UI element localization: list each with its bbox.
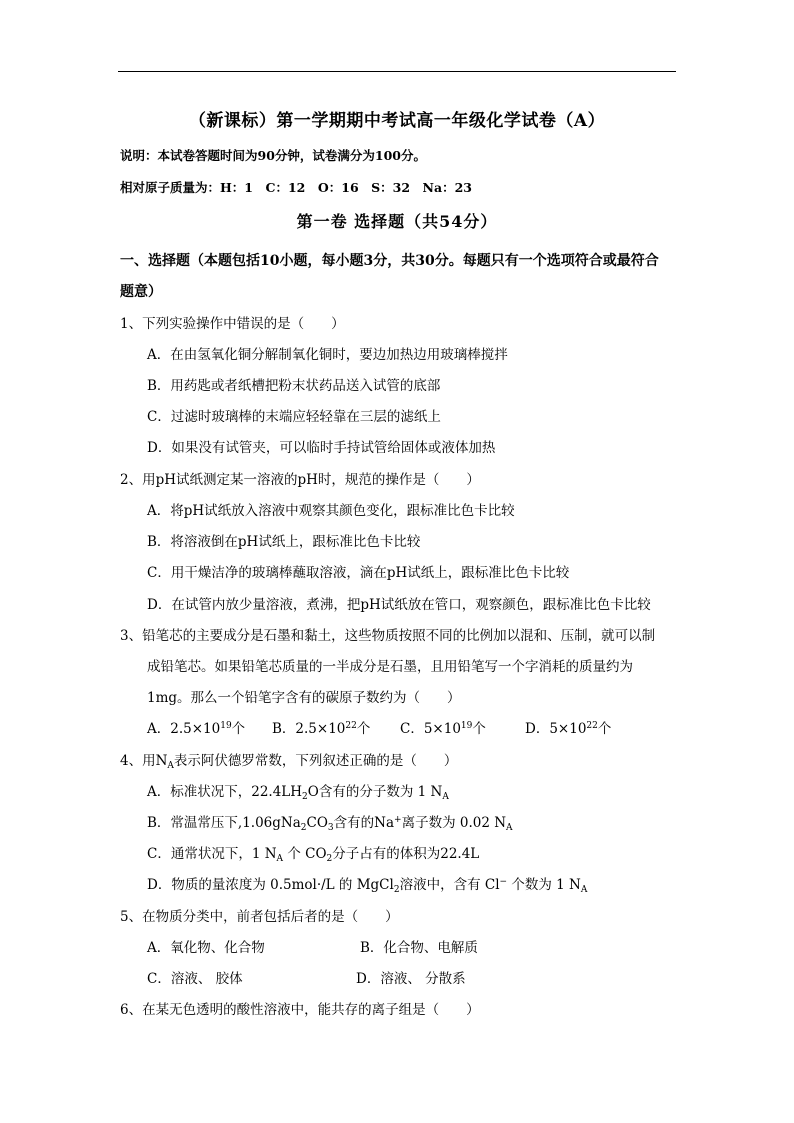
question-2-option-b: B．将溶液倒在pH试纸上，跟标准比色卡比较 — [147, 534, 421, 550]
question-5-option-c: C．溶液、 胶体 — [147, 971, 243, 987]
section-heading-line2: 题意） — [120, 284, 162, 300]
question-3-option-d: D．$5\times 10^{22}$个 — [525, 721, 612, 737]
question-1-option-c: C．过滤时玻璃棒的末端应轻轻靠在三层的滤纸上 — [147, 409, 441, 425]
question-2-option-a: A．将pH试纸放入溶液中观察其颜色变化，跟标准比色卡比较 — [147, 503, 515, 519]
question-5-option-d: D．溶液、 分散系 — [356, 971, 466, 987]
question-2-option-d: D．在试管内放少量溶液，煮沸，把pH试纸放在管口，观察颜色，跟标准比色卡比较 — [147, 597, 651, 613]
question-3-line2: 成铅笔芯。如果铅笔芯质量的一半成分是石墨，且用铅笔写一个字消耗的质量约为 — [147, 659, 633, 675]
question-3-option-b: B．$2.5\times 10^{22}$个 — [272, 721, 371, 737]
question-1-stem: 1、下列实验操作中错误的是（ ） — [120, 316, 345, 332]
question-5-stem: 5、在物质分类中，前者包括后者的是（ ） — [120, 909, 399, 925]
question-2-option-c: C．用干燥洁净的玻璃棒蘸取溶液，滴在pH试纸上，跟标准比色卡比较 — [147, 565, 570, 581]
question-4-option-c: C．通常状况下，1 $N_A$ 个 $CO_2$分子占有的体积为22.4L — [147, 846, 480, 864]
question-5-option-b: B．化合物、电解质 — [360, 940, 478, 956]
question-4-option-b: B．常温常压下$,1.06gNa_2CO_3$含有的Na+离子数为 0.02 $N_A$ — [147, 815, 513, 833]
question-2-stem: 2、用pH试纸测定某一溶液的pH时，规范的操作是（ ） — [120, 472, 480, 488]
section-heading-line1: 一、选择题（本题包括10小题，每小题3分，共30分。每题只有一个选项符合或最符合 — [120, 253, 659, 269]
question-4-option-d: D．物质的量浓度为 0.5mol·/L 的 MgCl$_2$溶液中，含有 Cl− 个数为 1 $N_A$ — [147, 877, 588, 895]
exam-note: 说明：本试卷答题时间为90分钟，试卷满分为100分。 — [120, 148, 426, 163]
question-4-stem: 4、用$N_A$表示阿伏德罗常数，下列叙述正确的是（ ） — [120, 753, 458, 771]
question-1-option-d: D．如果没有试管夹，可以临时手持试管给固体或液体加热 — [147, 440, 496, 456]
question-4-option-a: A．标准状况下，$22.4LH_2O$含有的分子数为 1 $N_A$ — [147, 784, 449, 802]
question-1-option-b: B．用药匙或者纸槽把粉末状药品送入试管的底部 — [147, 378, 441, 394]
part-title: 第一卷 选择题（共54分） — [296, 212, 498, 231]
question-3-line1: 3、铅笔芯的主要成分是石墨和黏土，这些物质按照不同的比例加以混和、压制，就可以制 — [120, 628, 656, 644]
question-1-option-a: A．在由氢氧化铜分解制氧化铜时，要边加热边用玻璃棒搅拌 — [147, 347, 508, 363]
exam-title: （新课标）第一学期期中考试高一年级化学试卷（A） — [188, 111, 606, 131]
question-6-stem: 6、在某无色透明的酸性溶液中，能共存的离子组是（ ） — [120, 1002, 480, 1018]
question-3-line3: 1mg。那么一个铅笔字含有的碳原子数约为（ ） — [147, 690, 461, 706]
header-rule — [118, 71, 676, 72]
question-3-option-a: A．$2.5\times 10^{19}$个 — [147, 721, 246, 737]
question-3-option-c: C．$5\times 10^{19}$个 — [400, 721, 486, 737]
question-5-option-a: A．氧化物、化合物 — [147, 940, 265, 956]
atomic-masses: 相对原子质量为：H：1 C：12 O：16 S：32 Na：23 — [120, 180, 472, 195]
